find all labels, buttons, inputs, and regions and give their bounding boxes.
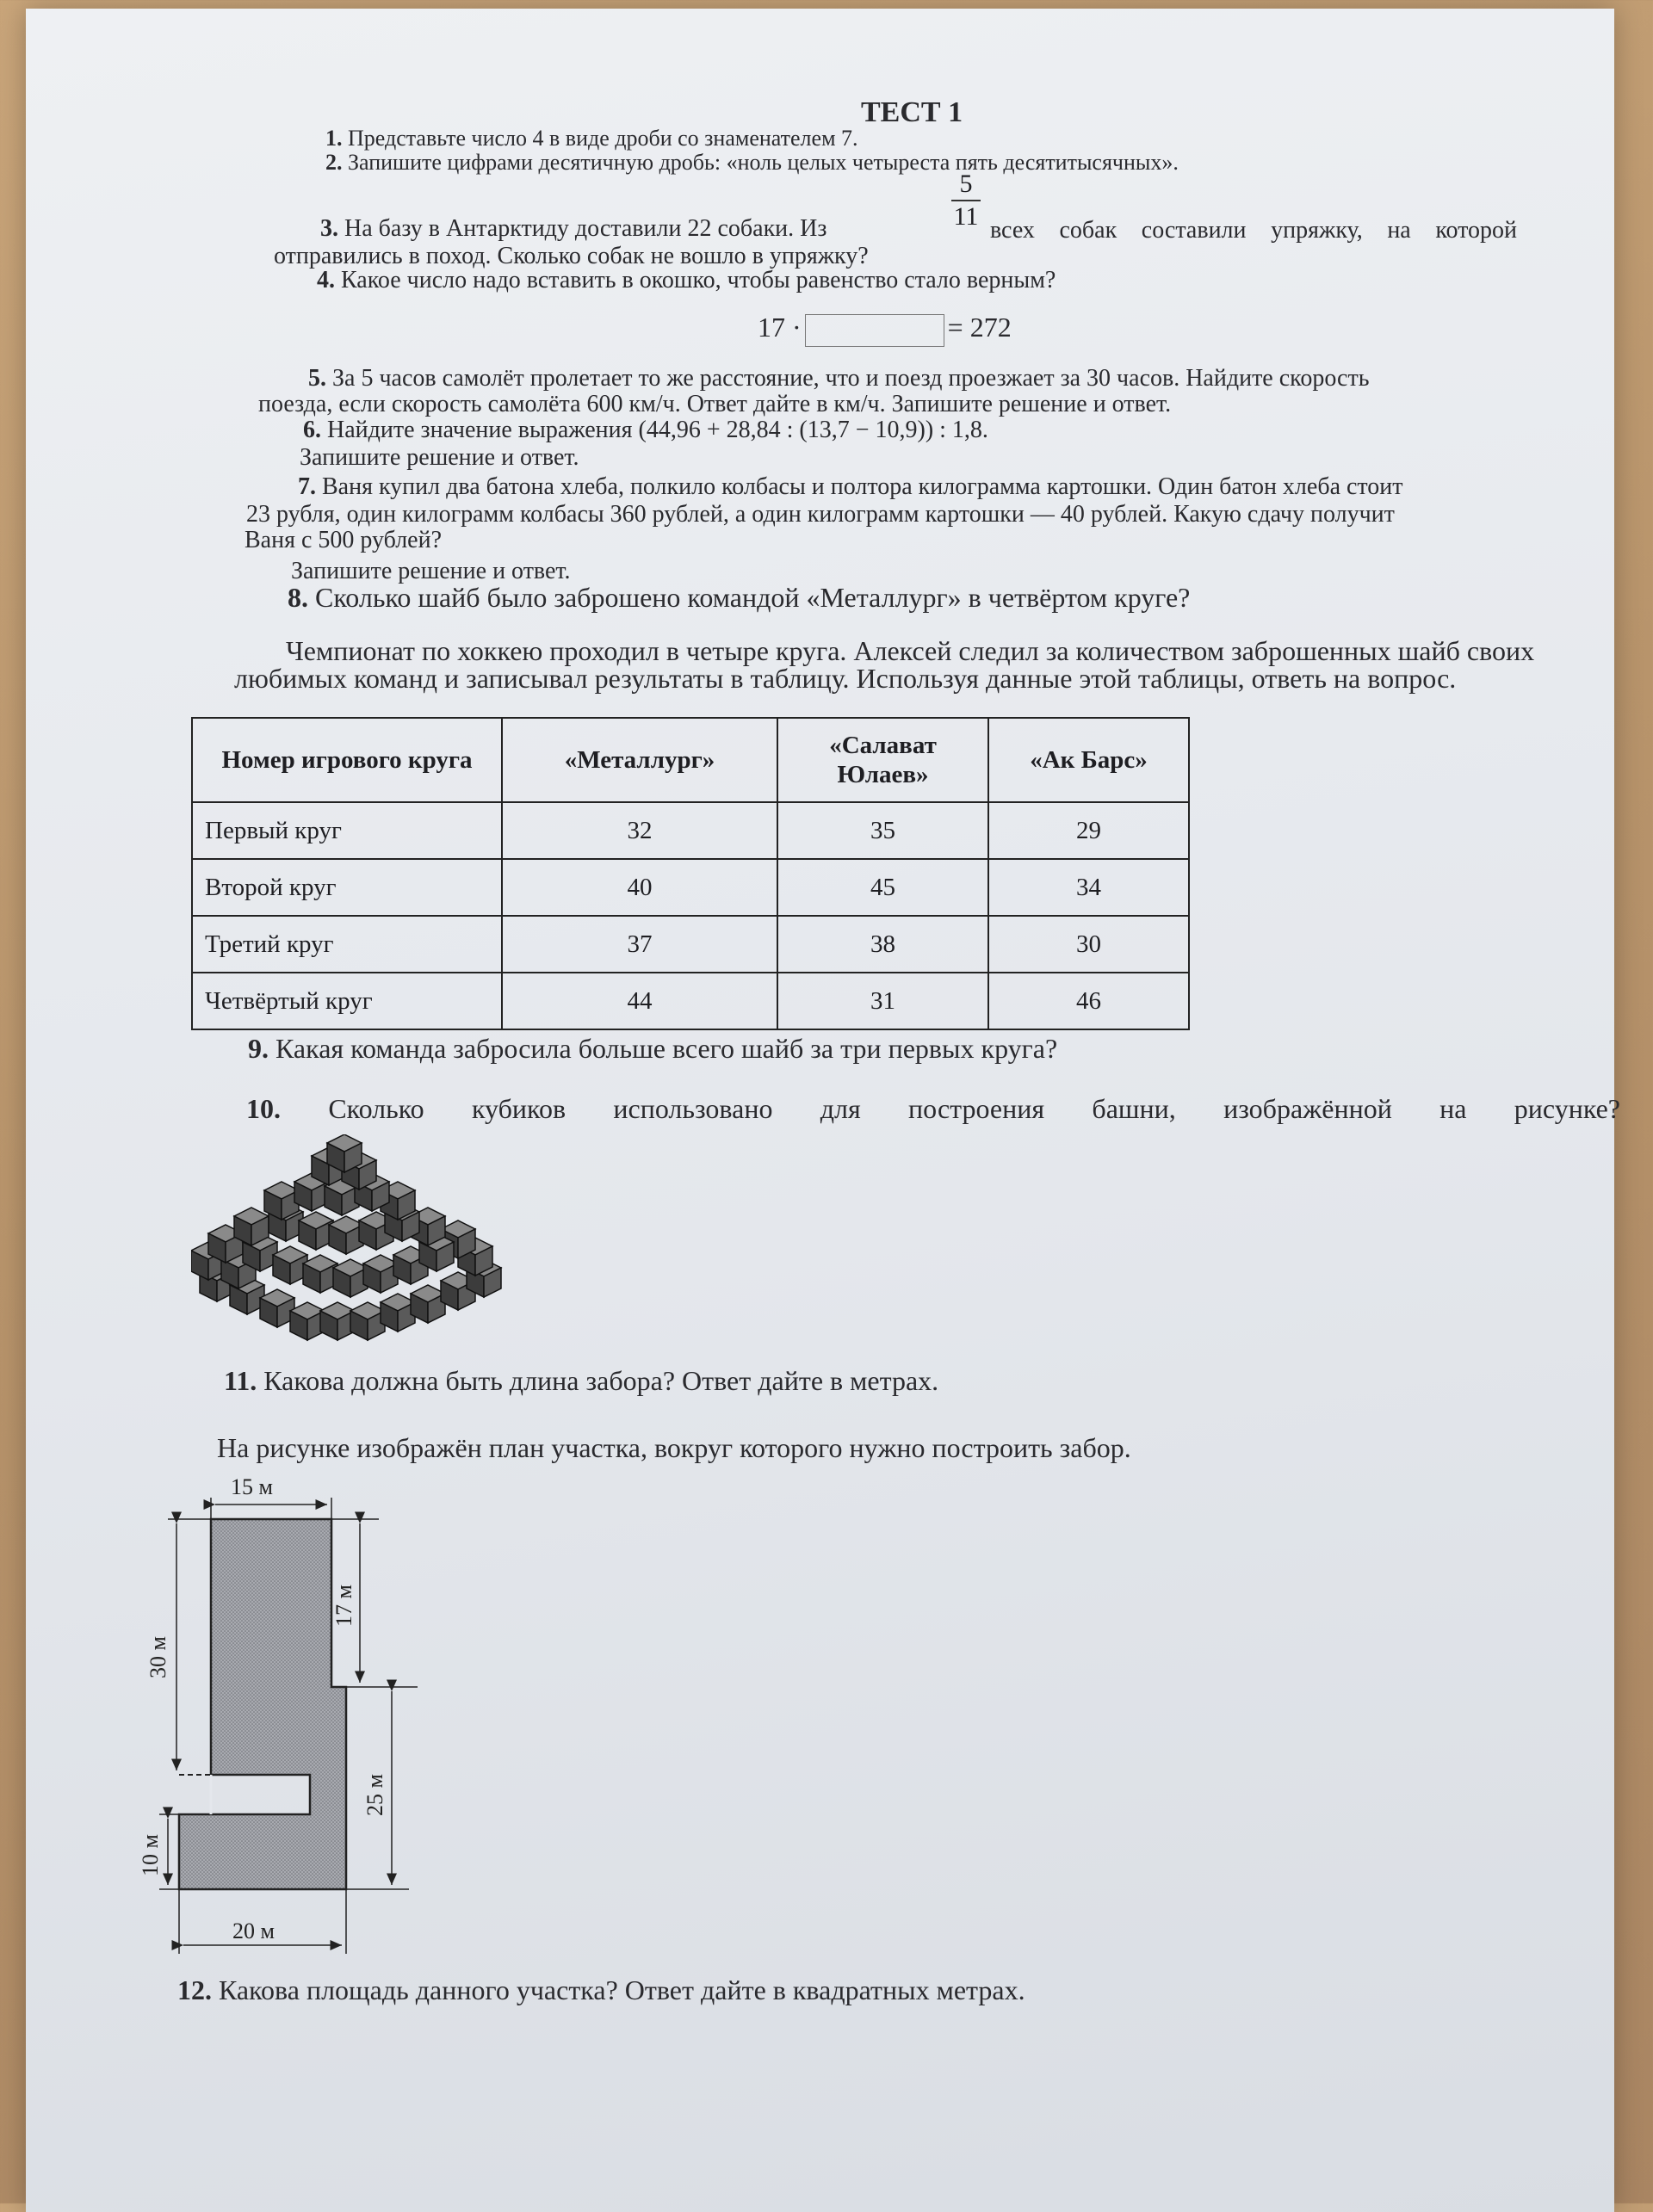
question-3-number: 3. xyxy=(320,215,338,242)
hockey-intro-line-2: любимых команд и записывал результаты в таблицу. Используя данные этой таблицы, ответь на вопрос. xyxy=(234,663,1457,694)
cube-layer-top xyxy=(294,1134,389,1215)
label-bottom: 20 м xyxy=(232,1919,275,1943)
table-row xyxy=(192,859,1189,916)
header-ak-bars: «Ак Барс» xyxy=(988,718,1189,802)
header-salavat: «Салават Юлаев» xyxy=(777,718,988,802)
fraction-denominator: 11 xyxy=(953,202,979,231)
question-4-number: 4. xyxy=(317,267,335,293)
plot-outline xyxy=(179,1519,346,1889)
table-cell: Четвёртый круг xyxy=(192,973,502,1029)
question-10-word: башни, xyxy=(1092,1093,1176,1124)
question-7-number: 7. xyxy=(298,473,316,500)
question-10-word: построения xyxy=(908,1093,1045,1124)
equation xyxy=(758,312,1012,347)
table-cell: 40 xyxy=(502,859,777,916)
question-2-text: Запишите цифрами десятичную дробь: «ноль целых четыреста пять десятитысячных». xyxy=(348,150,1179,175)
hockey-intro-line-1: Чемпионат по хоккею проходил в четыре круга. Алексей следил за количеством заброшенных шайб своих xyxy=(286,635,1535,666)
label-top: 15 м xyxy=(231,1474,273,1499)
table-cell: 38 xyxy=(777,916,988,973)
question-10-number: 10. xyxy=(246,1093,281,1124)
question-9-number: 9. xyxy=(248,1033,269,1064)
question-11 xyxy=(224,1365,938,1397)
question-12-number: 12. xyxy=(177,1974,212,2005)
question-7-line-1 xyxy=(298,473,1403,501)
table-row xyxy=(192,802,1189,859)
question-1-text: Представьте число 4 в виде дроби со знаменателем 7. xyxy=(348,126,858,151)
question-1 xyxy=(325,126,858,151)
question-8-number: 8. xyxy=(288,582,308,613)
label-left-top: 30 м xyxy=(145,1636,170,1678)
question-7-line-3: Ваня с 500 рублей? xyxy=(245,527,443,553)
question-12-text: Какова площадь данного участка? Ответ дайте в квадратных метрах. xyxy=(219,1974,1025,2005)
equation-left: 17 · xyxy=(758,312,802,343)
plot-plan-diagram xyxy=(129,1463,439,1962)
equation-right: = 272 xyxy=(947,312,1012,343)
hockey-results-table xyxy=(191,717,1190,1030)
question-6-text: Найдите значение выражения (44,96 + 28,84 : (13,7 − 10,9)) : 1,8. xyxy=(327,417,988,443)
table-cell: 37 xyxy=(502,916,777,973)
question-5-number: 5. xyxy=(308,365,326,392)
label-left-bottom: 10 м xyxy=(138,1834,163,1876)
table-cell: 46 xyxy=(988,973,1189,1029)
question-7-line-4: Запишите решение и ответ. xyxy=(291,558,571,584)
question-3-line-1-start xyxy=(320,215,826,243)
question-11-text: Какова должна быть длина забора? Ответ дайте в метрах. xyxy=(263,1365,939,1396)
question-9 xyxy=(248,1033,1057,1065)
plan-intro: На рисунке изображён план участка, вокруг которого нужно построить забор. xyxy=(217,1432,1131,1463)
question-4 xyxy=(317,267,1056,294)
question-7-line-2: 23 рубля, один килограмм колбасы 360 рублей, а один килограмм картошки — 40 рублей. Какую сдачу получит xyxy=(246,501,1395,528)
question-6-number: 6. xyxy=(303,417,321,443)
question-2-number: 2. xyxy=(325,150,343,175)
table-row xyxy=(192,916,1189,973)
question-5-line-1-text: За 5 часов самолёт пролетает то же расстояние, что и поезд проезжает за 30 часов. Найдите скорость xyxy=(332,365,1370,392)
question-10 xyxy=(246,1093,1620,1125)
table-cell: 34 xyxy=(988,859,1189,916)
question-6 xyxy=(303,417,988,444)
question-10-word: рисунке? xyxy=(1514,1093,1620,1124)
question-5-line-2: поезда, если скорость самолёта 600 км/ч. Ответ дайте в км/ч. Запишите решение и ответ. xyxy=(258,391,1172,417)
table-cell: 32 xyxy=(502,802,777,859)
question-5-line-1 xyxy=(308,365,1536,392)
cube-tower-illustration xyxy=(191,1134,510,1358)
question-1-number: 1. xyxy=(325,126,343,151)
fraction-numerator: 5 xyxy=(959,170,973,198)
table-cell: 31 xyxy=(777,973,988,1029)
table-row xyxy=(192,973,1189,1029)
table-cell: 44 xyxy=(502,973,777,1029)
question-10-word: на xyxy=(1439,1093,1467,1124)
fraction-5-11 xyxy=(951,170,981,231)
table-cell: Третий круг xyxy=(192,916,502,973)
question-4-text: Какое число надо вставить в окошко, чтобы равенство стало верным? xyxy=(341,267,1056,293)
table-cell: 45 xyxy=(777,859,988,916)
table-cell: 29 xyxy=(988,802,1189,859)
fraction-bar xyxy=(951,200,981,201)
label-right-bottom: 25 м xyxy=(362,1774,387,1816)
question-8-text: Сколько шайб было заброшено командой «Металлург» в четвёртом круге? xyxy=(315,582,1191,613)
question-6-line-2: Запишите решение и ответ. xyxy=(300,444,579,471)
table-cell: Первый круг xyxy=(192,802,502,859)
question-9-text: Какая команда забросила больше всего шайб за три первых круга? xyxy=(276,1033,1058,1064)
question-11-number: 11. xyxy=(224,1365,257,1396)
label-right-top: 17 м xyxy=(331,1585,356,1627)
question-10-word: Сколько xyxy=(328,1093,424,1124)
question-3-line-2: отправились в поход. Сколько собак не вошло в упряжку? xyxy=(274,243,869,269)
table-cell: 30 xyxy=(988,916,1189,973)
header-metallurg: «Металлург» xyxy=(502,718,777,802)
question-12 xyxy=(177,1974,1025,2006)
question-8 xyxy=(288,582,1190,614)
question-10-word: кубиков xyxy=(471,1093,566,1124)
question-10-word: для xyxy=(820,1093,861,1124)
question-3-line-1-end: всех собак составили упряжку, на которой xyxy=(990,217,1517,244)
table-cell: Второй круг xyxy=(192,859,502,916)
question-10-word: изображённой xyxy=(1223,1093,1392,1124)
question-10-word: использовано xyxy=(613,1093,773,1124)
table-cell: 35 xyxy=(777,802,988,859)
question-7-line-1-text: Ваня купил два батона хлеба, полкило колбасы и полтора килограмма картошки. Один батон хлеба стоит xyxy=(322,473,1403,500)
question-2 xyxy=(325,150,1179,176)
question-5-text-1 xyxy=(308,365,1369,392)
answer-box[interactable] xyxy=(805,314,944,347)
table-header-row xyxy=(192,718,1189,802)
header-round: Номер игрового круга xyxy=(192,718,502,802)
question-3-text-start: На базу в Антарктиду доставили 22 собаки. Из xyxy=(344,215,827,242)
test-title: ТЕСТ 1 xyxy=(861,96,963,128)
